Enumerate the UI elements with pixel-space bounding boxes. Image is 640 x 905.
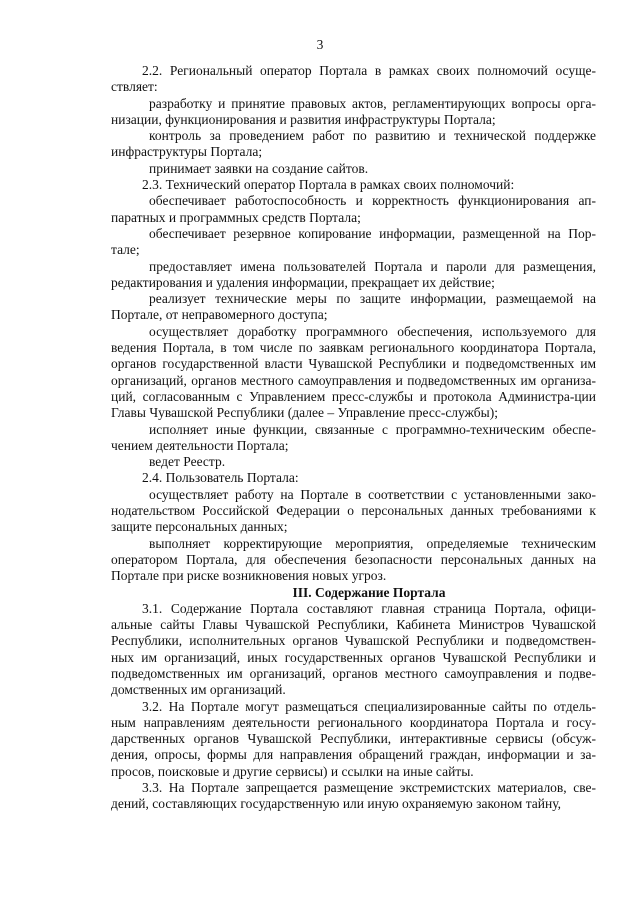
section-title: III. Содержание Портала <box>292 584 446 600</box>
sub-item-paragraph: обеспечивает работоспособность и корректность функционирования ап-паратных и программных средств Портала; <box>111 193 596 225</box>
sub-item-paragraph: осуществляет доработку программного обеспечения, используемого для ведения Портала, в том числе по заявкам регионального координатора Портала, органов государственной власти Чувашской Республики и подведомственных им организаций, органов местного самоуправления и подведомственных им организа-ций, согласованным с Управлением пресс-службы и протокола Администра-ции Главы Чувашской Республики (далее – Управление пресс-службы); <box>111 323 596 421</box>
clause-paragraph: 2.2. Региональный оператор Портала в рамках своих полномочий осуще-ствляет: <box>111 63 596 95</box>
clause-paragraph: 3.3. На Портале запрещается размещение экстремистских материалов, све-дений, составляющих государственную или иную охраняемую законом тайну, <box>111 780 596 812</box>
sub-item-paragraph: ведет Реестр. <box>149 454 226 470</box>
sub-item-paragraph: выполняет корректирующие мероприятия, определяемые техническим оператором Портала, для обеспечения безопасности персональных данных на Портале при риске возникновения новых угроз. <box>111 535 596 584</box>
sub-item-paragraph: контроль за проведением работ по развитию и технической поддержке инфраструктуры Портала; <box>111 128 596 160</box>
sub-item-paragraph: осуществляет работу на Портале в соответствии с установленными зако-нодательством Российской Федерации о персональных данных требованиями к защите персональных данных; <box>111 486 596 535</box>
sub-item-paragraph: разработку и принятие правовых актов, регламентирующих вопросы орга-низации, функционирования и развития инфраструктуры Портала; <box>111 95 596 127</box>
clause-paragraph: 3.2. На Портале могут размещаться специализированные сайты по отдель-ным направлениям деятельности регионального координатора Портала и госу-дарственных органов Чувашской Республики, интерактивные сервисы (обсуж-дения, опросы, формы для направления обращений граждан, информации и за-просов, поисковые и другие сервисы) и ссылки на иные сайты. <box>111 698 596 779</box>
page-number: 3 <box>316 37 324 52</box>
clause-paragraph: 2.4. Пользователь Портала: <box>142 470 299 486</box>
sub-item-paragraph: предоставляет имена пользователей Портала и пароли для размещения, редактирования и удаления информации, прекращает их действие; <box>111 258 596 290</box>
sub-item-paragraph: исполняет иные функции, связанные с программно-техническим обеспе-чением деятельности Портала; <box>111 421 596 453</box>
clause-paragraph: 3.1. Содержание Портала составляют главная страница Портала, офици-альные сайты Главы Чувашской Республики, Кабинета Министров Чувашской Республики, исполнительных органов Чувашской Республики и подведомствен-ных им организаций, иных государственных органов Чувашской Республики и подведомственных им организаций, органов местного самоуправления и подве-домственных им организаций. <box>111 600 596 698</box>
section-three <box>111 601 596 813</box>
sub-item-paragraph: реализует технические меры по защите информации, размещаемой на Портале, от неправомерного доступа; <box>111 291 596 323</box>
sub-item-paragraph: принимает заявки на создание сайтов. <box>149 160 369 176</box>
document-body <box>111 63 596 813</box>
section-two-continued <box>111 63 596 585</box>
sub-item-paragraph: обеспечивает резервное копирование информации, размещенной на Пор-тале; <box>111 225 596 258</box>
clause-paragraph: 2.3. Технический оператор Портала в рамках своих полномочий: <box>142 177 515 193</box>
